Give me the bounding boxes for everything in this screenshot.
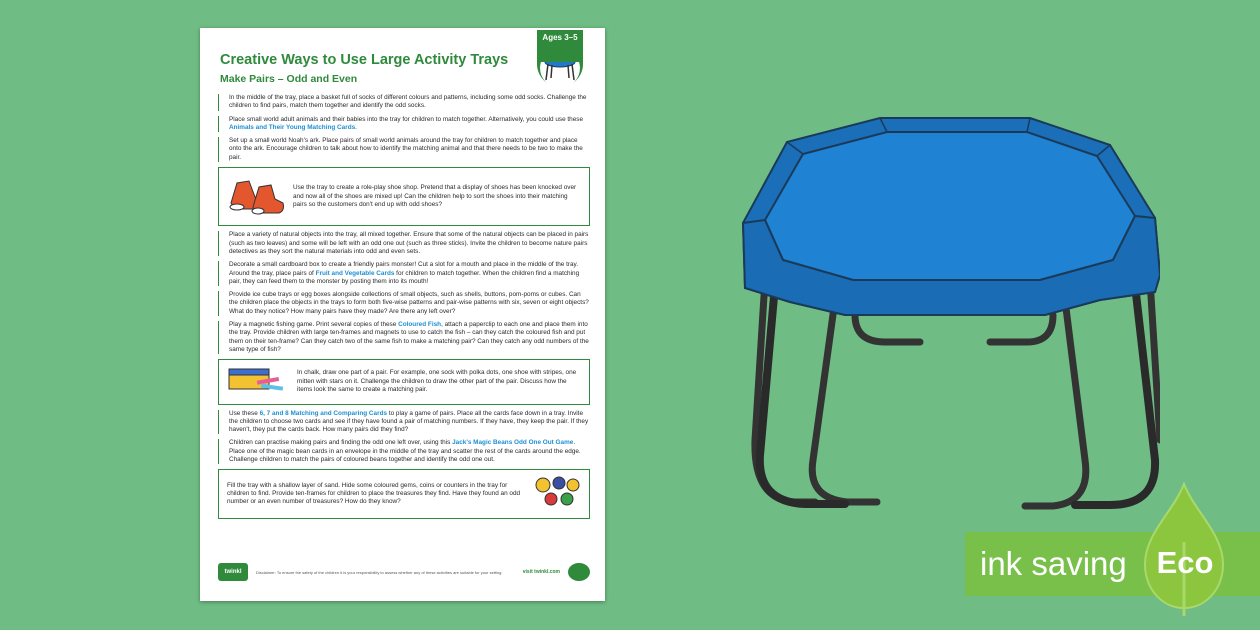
activity-8 — [218, 321, 590, 354]
activity-text-segment: Children can practise making pairs and finding the odd one left over, using this — [229, 439, 453, 447]
activity-text-segment: Use the tray to create a role-play shoe shop. Pretend that a display of shoes has been knocked over and now all of the shoes are mixed up! Can the children help to sort the shoes into their matching pairs so the customers don't end up with odd shoes? — [293, 184, 577, 208]
resource-link[interactable]: Coloured Fish — [398, 321, 442, 329]
activity-text — [293, 184, 581, 209]
activity-text-segment: Play a magnetic fishing game. Print several copies of these — [229, 321, 399, 329]
footer-badge-icon — [568, 563, 590, 581]
twinkl-logo: twinkl — [218, 563, 248, 581]
resource-link[interactable]: 6, 7 and 8 Matching and Comparing Cards — [259, 409, 388, 417]
activity-text — [229, 137, 590, 162]
activity-text — [229, 231, 590, 256]
activity-10 — [218, 410, 590, 435]
activity-5 — [218, 231, 590, 256]
page-title: Creative Ways to Use Large Activity Trays — [220, 52, 509, 68]
activity-text — [229, 261, 590, 286]
activity-text-segment: In chalk, draw one part of a pair. For example, one sock with polka dots, one shoe with stripes, one mitten with stars on it. Challenge the children to draw the other part of the pair. Discuss how the items look the same to create a matching pair. — [297, 369, 577, 394]
age-badge-label: Ages 3–5 — [537, 30, 583, 62]
activity-text — [229, 291, 590, 316]
eco-banner-text: ink saving — [980, 545, 1127, 582]
activity-text — [229, 410, 590, 435]
footer-disclaimer: Disclaimer: To ensure the safety of the children it is your responsibility to assess whether any of these activities are suitable for your setting. — [256, 569, 503, 575]
activity-tray-icon — [735, 110, 1160, 520]
activity-text-segment: In the middle of the tray, place a basket full of socks of different colours and patterns, including some odd socks. Challenge the children to find pairs, match them together and identify the odd socks. — [229, 94, 587, 110]
activity-6 — [218, 261, 590, 286]
activity-7 — [218, 291, 590, 316]
footer-url[interactable]: visit twinkl.com — [522, 568, 560, 575]
activity-text — [229, 439, 590, 464]
activity-12 — [218, 469, 590, 518]
activity-text-segment: to play a game of pairs. Place all the cards face down in a tray. Invite the children to choose two cards and see if they have found a pair of matching numbers. If they have, they keep the pair. If they haven't, they put the cards back. How many pairs did they find? — [229, 409, 589, 434]
activity-text-segment: Use these — [229, 409, 260, 417]
activity-text-segment: Decorate a small cardboard box to create a friendly pairs monster! Cut a slot for a mouth and place in the middle of the tray. Around the tray, place pairs of — [229, 261, 579, 277]
activity-text — [297, 369, 581, 394]
activity-text — [227, 482, 525, 507]
activity-text-segment: . — [355, 123, 357, 131]
resource-link[interactable]: Fruit and Vegetable Cards — [315, 269, 395, 277]
counters-icon — [533, 475, 581, 512]
activity-9 — [218, 359, 590, 404]
activity-4 — [218, 167, 590, 226]
activity-text-segment: Set up a small world Noah's ark. Place pairs of small world animals around the tray for children to match together and place onto the ark. Encourage children to talk about how to identify the matching animal and that there needs to be two to make the pair. — [229, 137, 583, 161]
activity-text — [229, 321, 590, 354]
eco-badge-label: Eco — [1156, 545, 1214, 580]
activity-text — [229, 116, 590, 133]
activity-text-segment: . Place one of the magic bean cards in an envelope in the middle of the tray and scatter the rest of the cards around the edge. Challenge children to match the pairs of coloured beans together and identify the odd one out. — [229, 439, 581, 464]
activity-text — [229, 94, 590, 111]
activity-3 — [218, 137, 590, 162]
resource-link[interactable]: Jack's Magic Beans Odd One Out Game — [452, 439, 574, 447]
activity-text-segment: Provide ice cube trays or egg boxes alongside collections of small objects, such as shells, buttons, pom-poms or cubes. Can the children place the objects in the trays to form both five-wise patterns and pair-wise patterns with six, seven or eight objects? What do they notice? How many pairs have they made? Are there any left over? — [229, 291, 589, 315]
activity-11 — [218, 439, 590, 464]
activity-2 — [218, 116, 590, 133]
page-subtitle: Make Pairs – Odd and Even — [220, 73, 358, 85]
shoes-icon — [227, 173, 285, 220]
activity-text-segment: for children to match together. When the children find a matching pair, they can feed them to the monster by posting them into its mouth! — [229, 269, 580, 285]
resource-page — [200, 28, 605, 601]
chalk-icon — [227, 365, 289, 398]
page-footer — [218, 561, 590, 583]
activity-1 — [218, 94, 590, 111]
activity-text-segment: Fill the tray with a shallow layer of sand. Hide some coloured gems, coins or counters in the tray for children to find. Provide ten-frames for children to place the treasures they find. Have they found an odd number or an even number of treasures? How do they know? — [227, 481, 521, 506]
activity-text-segment: Place small world adult animals and their babies into the tray for children to match together. Alternatively, you could use these — [229, 115, 584, 123]
activity-text-segment: Place a variety of natural objects into the tray, all mixed together. Ensure that some of the natural objects can be placed in pairs (such as two leaves) and some will be left with an odd one out (such as three sticks). Invite the children to become nature pairs detectives as they sort the natural materials into odd and even sets. — [229, 231, 589, 255]
activity-text-segment: , attach a paperclip to each one and place them into the tray. Provide children with large ten-frames and magnets to use to catch the fish – can they catch the coloured fish and put them on their ten-frame? Can they catch two of the same fish to make a matching pair? Can they catch any odd numbers of the same type of fish? — [229, 321, 589, 353]
activity-list — [218, 94, 590, 524]
resource-link[interactable]: Animals and Their Young Matching Cards — [229, 123, 356, 131]
